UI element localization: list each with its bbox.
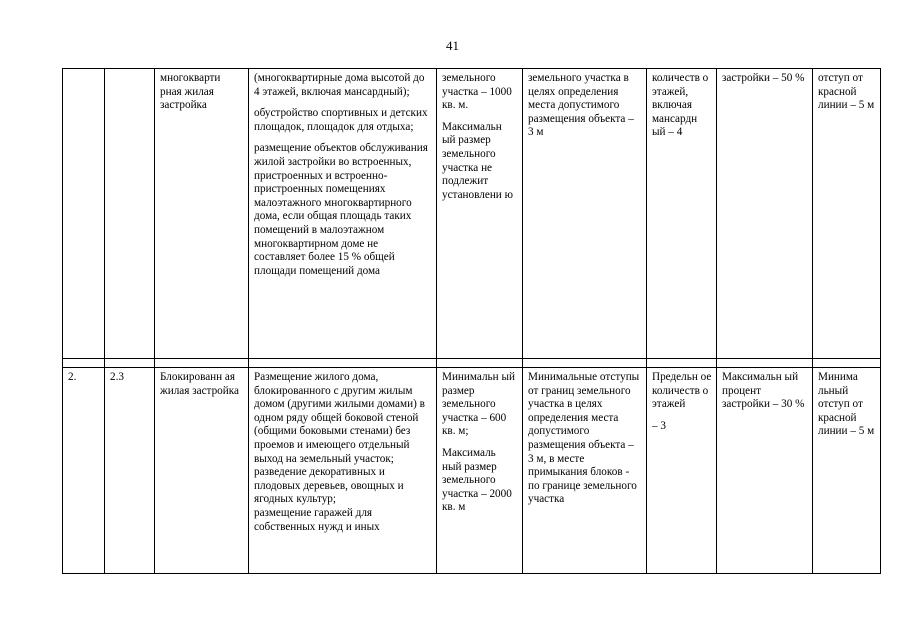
red-line-paragraph: Минима льный отступ от красной линии – 5 м xyxy=(818,371,875,438)
table-row-spacer xyxy=(63,359,881,368)
description-paragraph: Размещение жилого дома, блокированного с другим жилым домом (другими жилыми домами) в одном ряду общей боковой стеной (общими боковыми стенами) без проемов и имеющего отдельный выход на земельный участок; xyxy=(254,371,425,465)
red-line-cell xyxy=(813,69,881,359)
floors-cell xyxy=(647,69,717,359)
coverage-paragraph: Максимальн ый процент застройки – 30 % xyxy=(722,371,805,411)
red-line-paragraph: отступ от красной линии – 5 м xyxy=(818,72,875,112)
red-line-cell xyxy=(813,368,881,574)
plot-size-paragraph: Минимальн ый размер земельного участка – 600 кв. м; xyxy=(442,371,515,438)
setbacks-paragraph: земельного участка в целях определения места допустимого размещения объекта – 3 м xyxy=(528,72,634,139)
description-paragraph: размещение объектов обслуживания жилой застройки во встроенных, пристроенных и встроенно-пристроенных помещениях малоэтажного многоквартирного дома, если общая площадь таких помещений в малоэтажном многоквартирном доме не составляет более 15 % общей площади помещений дома xyxy=(254,142,428,277)
land-use-table xyxy=(62,68,881,574)
plot-size-cell xyxy=(437,368,523,574)
use-code-cell xyxy=(105,69,155,359)
table-row xyxy=(63,368,881,574)
use-description-cell xyxy=(249,368,437,574)
use-code-cell: 2.3 xyxy=(105,368,155,574)
page-number: 41 xyxy=(446,38,459,53)
row-number-cell xyxy=(63,69,105,359)
coverage-cell xyxy=(717,368,813,574)
setbacks-cell xyxy=(523,69,647,359)
setbacks-cell xyxy=(523,368,647,574)
use-name-cell: Блокированн ая жилая застройка xyxy=(155,368,249,574)
plot-size-paragraph: Максималь ный размер земельного участка – 2000 кв. м xyxy=(442,446,512,514)
floors-cell xyxy=(647,368,717,574)
floors-paragraph: количеств о этажей, включая мансардн ый – 4 xyxy=(652,72,709,139)
description-paragraph: размещение гаражей для собственных нужд и иных xyxy=(254,506,380,533)
description-paragraph: разведение декоративных и плодовых деревьев, овощных и ягодных культур; xyxy=(254,466,404,506)
row-number-cell: 2. xyxy=(63,368,105,574)
description-paragraph: (многоквартирные дома высотой до 4 этажей, включая мансардный); xyxy=(254,72,425,98)
floors-paragraph: Предельн ое количеств о этажей xyxy=(652,371,712,411)
use-description-cell xyxy=(249,69,437,359)
table-row xyxy=(63,69,881,359)
floors-paragraph: – 3 xyxy=(652,419,666,432)
plot-size-cell xyxy=(437,69,523,359)
setbacks-paragraph: Минимальные отступы от границ земельного участка в целях определения места допустимого размещения объекта – 3 м, в месте примыкания блоков - по границе земельного участка xyxy=(528,371,640,506)
coverage-cell xyxy=(717,69,813,359)
use-name-cell: многокварти рная жилая застройка xyxy=(155,69,249,359)
plot-size-paragraph: Максимальн ый размер земельного участка не подлежит установлени ю xyxy=(442,120,513,201)
plot-size-paragraph: земельного участка – 1000 кв. м. xyxy=(442,72,512,112)
description-paragraph: обустройство спортивных и детских площадок, площадок для отдыха; xyxy=(254,107,428,133)
coverage-paragraph: застройки – 50 % xyxy=(722,72,805,84)
